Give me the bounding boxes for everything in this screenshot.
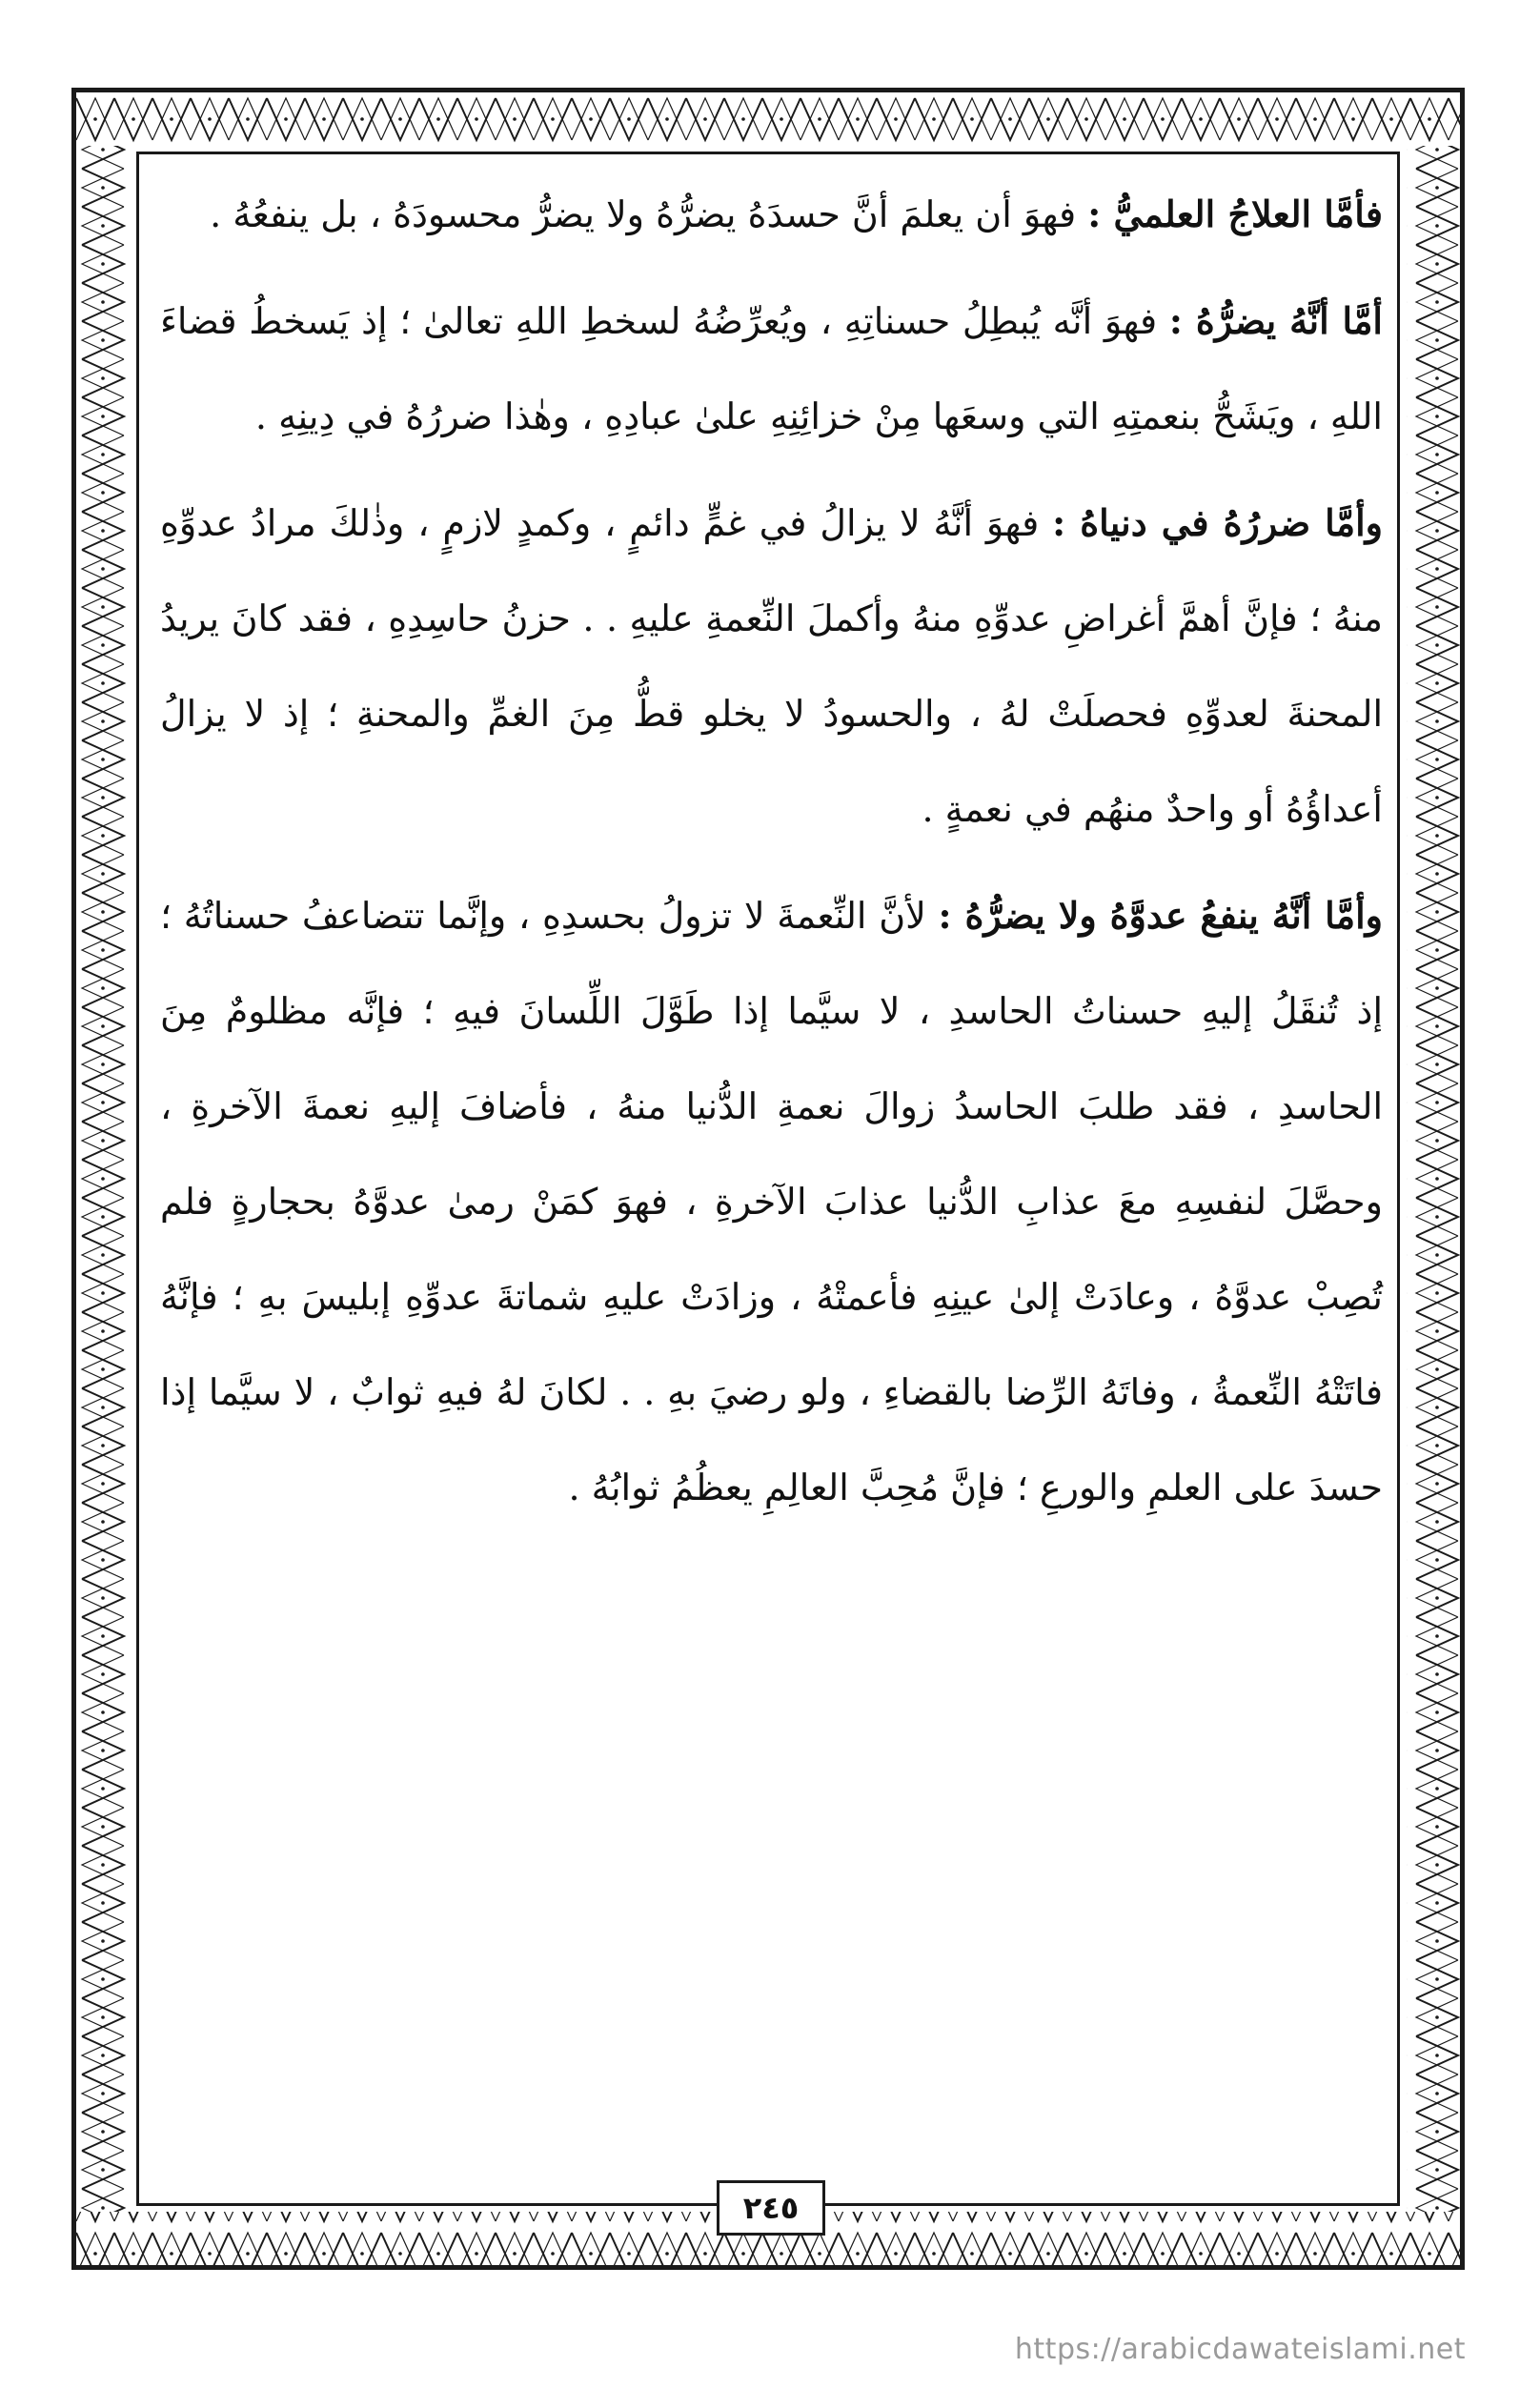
paragraph-benefit-to-enemy: [160, 868, 1383, 1535]
paragraph-harm-to-self: [160, 273, 1383, 464]
paragraph-lead: فأمَّا العلاجُ العلميُّ :: [1087, 192, 1383, 235]
source-watermark: https://arabicdawateislami.net: [1014, 2333, 1466, 2366]
paragraph-worldly-harm: [160, 476, 1383, 857]
page-number: ٢٤٥: [717, 2180, 825, 2236]
paragraph-lead: وأمَّا أنَّهُ ينفعُ عدوَّهُ ولا يضرُّهُ :: [938, 894, 1383, 937]
paragraph-text: فهوَ أن يعلمَ أنَّ حسدَهُ يضرُّهُ ولا يضرُّ محسودَهُ ، بل ينفعُهُ .: [210, 193, 1088, 235]
paragraph-lead: أمَّا أنَّهُ يضرُّهُ :: [1168, 299, 1383, 342]
paragraph-lead: وأمَّا ضررُهُ في دنياهُ :: [1052, 501, 1383, 544]
page-body-text: [160, 167, 1383, 1535]
paragraph-text: لأنَّ النِّعمةَ لا تزولُ بحسدِهِ ، وإنَّما تتضاعفُ حسناتُهُ ؛ إذ تُنقَلُ إليهِ حسناتُ الحاسدِ ، لا سيَّما إذا طَوَّلَ اللِّسانَ فيهِ ؛ فإنَّه مظلومٌ مِنَ الحاسدِ ، فقد طلبَ الحاسدُ زوالَ نعمةِ الدُّنيا منهُ ، فأضافَ إليهِ نعمةَ الآخرةِ ، وحصَّلَ لنفسِهِ معَ عذابِ الدُّنيا عذابَ الآخرةِ ، فهوَ كمَنْ رمىٰ عدوَّهُ بحجارةٍ فلم تُصِبْ عدوَّهُ ، وعادَتْ إلىٰ عينِهِ فأعمتْهُ ، وزادَتْ عليهِ شماتةَ عدوِّهِ إبليسَ بهِ ؛ فإنَّهُ فاتَتْهُ النِّعمةُ ، وفاتَهُ الرِّضا بالقضاءِ ، ولو رضيَ بهِ . . لكانَ لهُ فيهِ ثوابٌ ، لا سيَّما إذا حسدَ على العلمِ والورعِ ؛ فإنَّ مُحِبَّ العالِمِ يعظُمُ ثوابُهُ .: [160, 895, 1384, 1508]
paragraph-text: فهوَ أنَّه يُبطِلُ حسناتِهِ ، ويُعرِّضُهُ لسخطِ اللهِ تعالىٰ ؛ إذ يَسخطُ قضاءَ اللهِ ، ويَشَحُّ بنعمتِهِ التي وسعَها مِنْ خزائِنِهِ علىٰ عبادِهِ ، وهٰذا ضررُهُ في دِينِهِ .: [160, 300, 1383, 437]
paragraph-text: فهوَ أنَّهُ لا يزالُ في غمٍّ دائمٍ ، وكمدٍ لازمٍ ، وذٰلكَ مرادُ عدوِّهِ منهُ ؛ فإنَّ أهمَّ أغراضِ عدوِّهِ منهُ وأكملَ النِّعمةِ عليهِ . . حزنُ حاسِدِهِ ، فقد كانَ يريدُ المحنةَ لعدوِّهِ فحصلَتْ لهُ ، والحسودُ لا يخلو قطُّ مِنَ الغمِّ والمحنةِ ؛ إذ لا يزالُ أعداؤُهُ أو واحدٌ منهُم في نعمةٍ .: [160, 502, 1383, 830]
paragraph-practical-remedy: [160, 167, 1383, 262]
